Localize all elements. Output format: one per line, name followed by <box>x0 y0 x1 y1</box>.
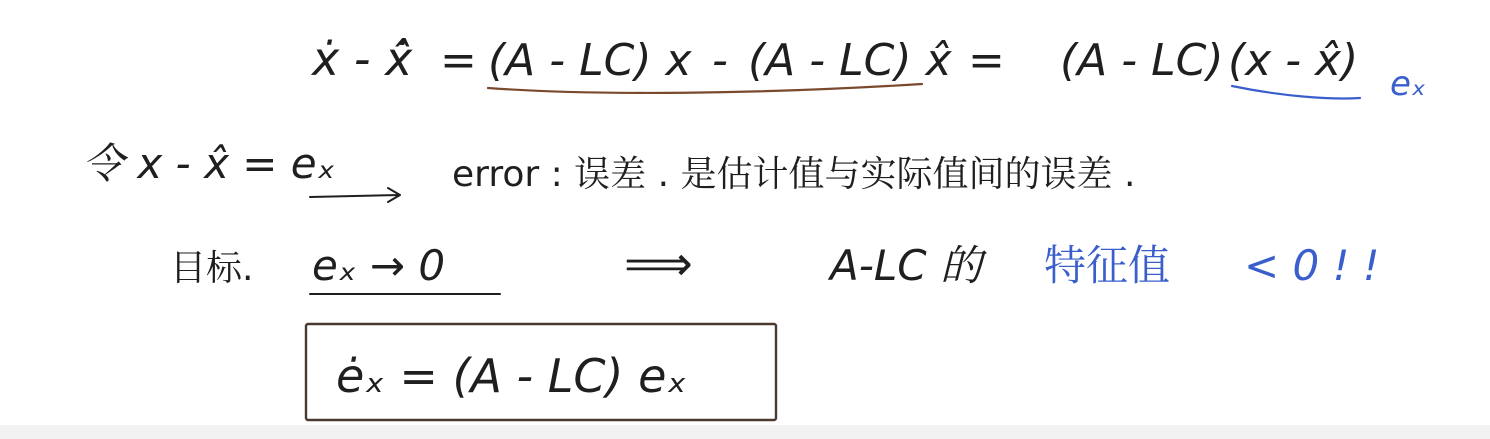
line1-eq1: = <box>440 35 477 86</box>
boxed-equation <box>306 324 776 420</box>
equation-line-1 <box>310 32 1426 104</box>
line3-goal: 目标. <box>170 248 254 289</box>
line1-rhs-b: (x - x̂) <box>1228 35 1359 86</box>
arrow-under-ex <box>310 188 400 202</box>
equation-line-3 <box>170 236 1380 294</box>
line1-mid-minus: - <box>712 35 728 86</box>
line3-expr: eₓ → 0 <box>312 241 446 290</box>
line1-rhs-a: (A - LC) <box>1060 35 1224 86</box>
line1-annotation: eₓ <box>1390 64 1427 104</box>
line3-tail: < 0 ! ! <box>1244 241 1380 290</box>
line4-boxed: ėₓ = (A - LC) eₓ <box>336 349 687 403</box>
equation-line-2 <box>82 139 1135 202</box>
line2-label: error : 误差 . 是估计值与实际值间的误差 . <box>452 154 1136 195</box>
underline-blue-rhs <box>1232 86 1360 99</box>
line1-eq2: = <box>968 35 1005 86</box>
line1-mid-a: (A - LC) x <box>488 35 692 86</box>
bottom-strip <box>0 425 1490 439</box>
line1-lhs: ẋ - x̂̇ <box>312 32 413 86</box>
line3-highlight: 特征值 <box>1044 241 1171 290</box>
line1-mid-b: (A - LC) x̂ <box>748 35 952 86</box>
line3-result: A-LC 的 <box>830 241 982 290</box>
line2-lead: 令 x - x̂ = eₓ <box>82 139 336 188</box>
line3-implies: ⟹ <box>624 236 693 292</box>
